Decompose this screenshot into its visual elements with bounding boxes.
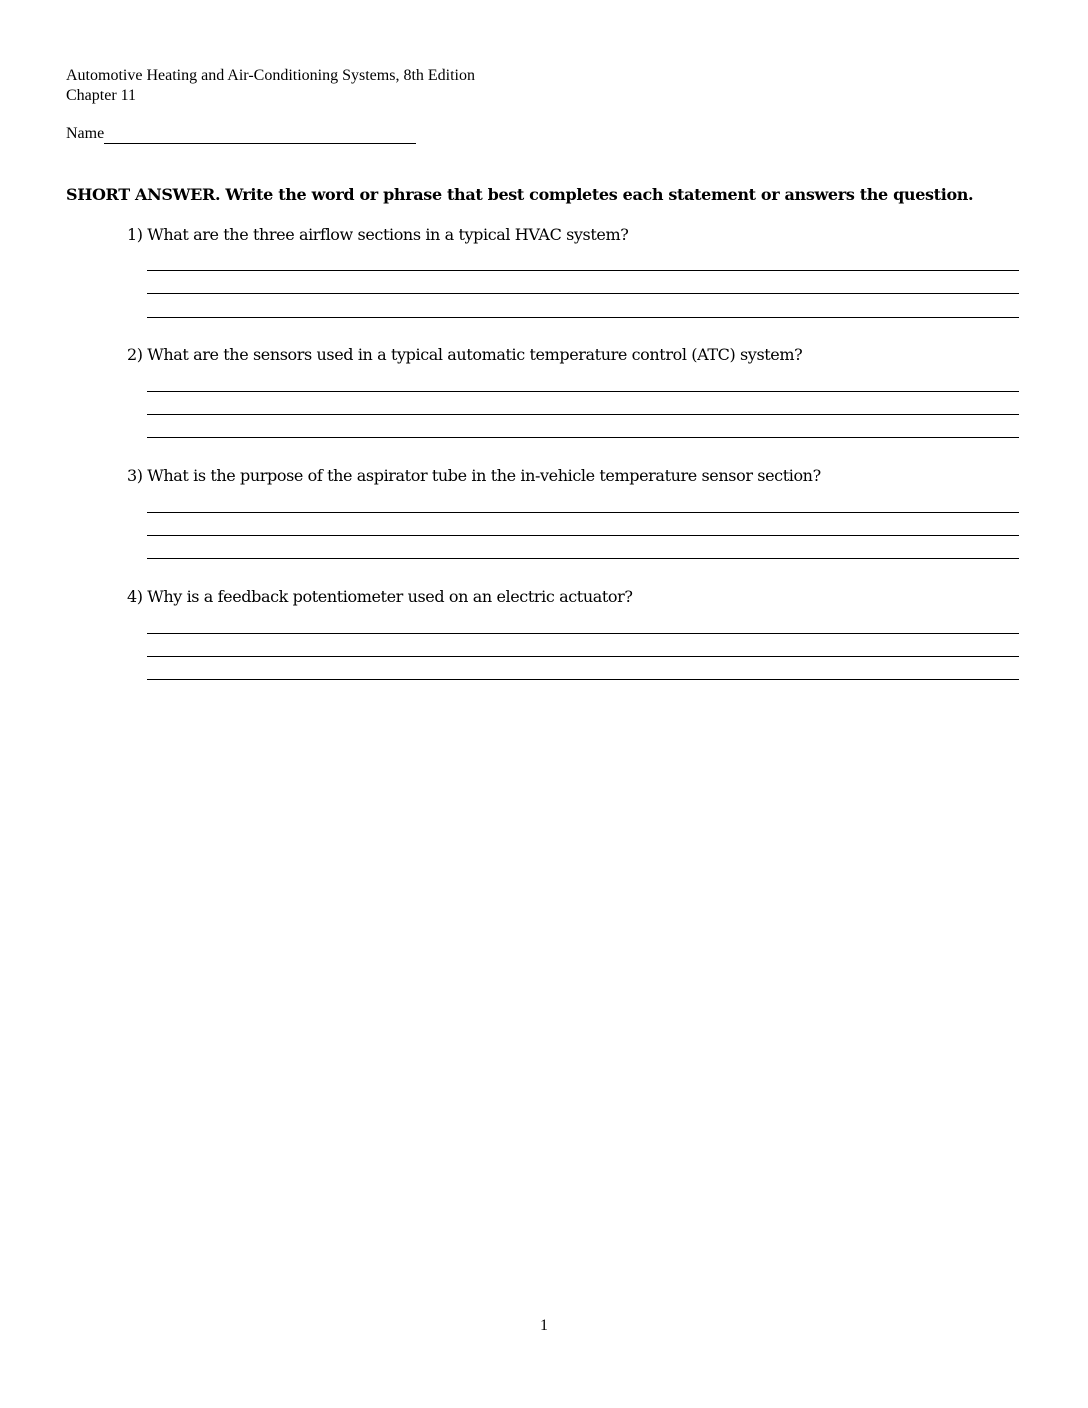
answer-line-q3-2[interactable] bbox=[147, 535, 1019, 536]
answer-line-q3-1[interactable] bbox=[147, 512, 1019, 513]
answer-line-q1-3[interactable] bbox=[147, 317, 1019, 318]
question-2: 2) What are the sensors used in a typical automatic temperature control (ATC) system? bbox=[127, 345, 803, 364]
name-input-line[interactable] bbox=[104, 125, 416, 144]
book-title: Automotive Heating and Air-Conditioning Systems, 8th Edition bbox=[66, 67, 475, 84]
answer-line-q2-1[interactable] bbox=[147, 391, 1019, 392]
question-3: 3) What is the purpose of the aspirator tube in the in-vehicle temperature sensor section? bbox=[127, 466, 821, 485]
name-label: Name bbox=[66, 125, 105, 142]
document-header bbox=[66, 66, 475, 106]
name-field-row bbox=[66, 124, 416, 144]
answer-line-q1-1[interactable] bbox=[147, 270, 1019, 271]
section-instructions: SHORT ANSWER. Write the word or phrase that best completes each statement or answers the question. bbox=[66, 185, 974, 204]
answer-line-q4-2[interactable] bbox=[147, 656, 1019, 657]
answer-line-q2-2[interactable] bbox=[147, 414, 1019, 415]
answer-line-q2-3[interactable] bbox=[147, 437, 1019, 438]
answer-line-q4-3[interactable] bbox=[147, 679, 1019, 680]
question-4: 4) Why is a feedback potentiometer used on an electric actuator? bbox=[127, 587, 633, 606]
chapter-label: Chapter 11 bbox=[66, 87, 137, 104]
answer-line-q1-2[interactable] bbox=[147, 293, 1019, 294]
answer-line-q3-3[interactable] bbox=[147, 558, 1019, 559]
page-number: 1 bbox=[540, 1317, 548, 1334]
answer-line-q4-1[interactable] bbox=[147, 633, 1019, 634]
question-1: 1) What are the three airflow sections in a typical HVAC system? bbox=[127, 225, 629, 244]
